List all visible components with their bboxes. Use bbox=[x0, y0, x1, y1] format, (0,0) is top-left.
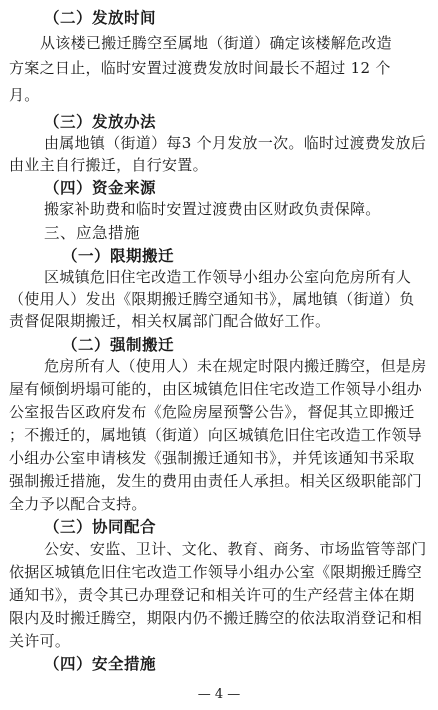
paragraph-line: 方案之日止，临时安置过渡费发放时间最长不超过 12 个 bbox=[9, 59, 391, 77]
page-number: — 4 — bbox=[197, 687, 241, 702]
paragraph-line: 屋有倾倒坍塌可能的，由区城镇危旧住宅改造工作领导小组办 bbox=[9, 380, 423, 398]
paragraph-line: （使用人）发出《限期搬迁腾空通知书》，属地镇（街道）负 bbox=[9, 290, 415, 308]
paragraph-line: 区城镇危旧住宅改造工作领导小组办公室向危房所有人 bbox=[44, 268, 412, 286]
section-title-distribution-method: （三）发放办法 bbox=[44, 112, 157, 131]
paragraph-line: 搬家补助费和临时安置过渡费由区财政负责保障。 bbox=[44, 200, 381, 218]
section-title-safety-measures: （四）安全措施 bbox=[44, 654, 157, 673]
paragraph-line: ；不搬迁的，属地镇（街道）向区城镇危旧住宅改造工作领导 bbox=[9, 426, 423, 444]
paragraph-line: 关许可。 bbox=[9, 632, 71, 650]
main-heading-emergency-measures: 三、应急措施 bbox=[44, 224, 141, 242]
paragraph-line: 通知书》，责令其已办理登记和相关许可的生产经营主体在期 bbox=[9, 586, 415, 604]
section-title-deadline-relocation: （一）限期搬迁 bbox=[62, 246, 175, 265]
paragraph-line: 责督促限期搬迁，相关权属部门配合做好工作。 bbox=[9, 312, 331, 330]
paragraph-line: 强制搬迁措施，发生的费用由责任人承担。相关区级职能部门 bbox=[9, 472, 423, 490]
paragraph-line: 公安、安监、卫计、文化、教育、商务、市场监管等部门 bbox=[44, 540, 427, 558]
paragraph-line: 月。 bbox=[9, 86, 40, 104]
paragraph-line: 全力予以配合支持。 bbox=[9, 495, 147, 513]
section-title-forced-relocation: （二）强制搬迁 bbox=[62, 335, 175, 354]
paragraph-line: 从该楼已搬迁腾空至属地（街道）确定该楼解危改造 bbox=[40, 34, 392, 52]
section-title-coordination: （三）协同配合 bbox=[44, 517, 157, 536]
section-title-funding-source: （四）资金来源 bbox=[44, 178, 157, 197]
paragraph-line: 公室报告区政府发布《危险房屋预警公告》，督促其立即搬迁 bbox=[9, 403, 415, 421]
paragraph-line: 限内及时搬迁腾空，期限内仍不搬迁腾空的依法取消登记和相 bbox=[9, 609, 423, 627]
section-title-distribution-time: （二）发放时间 bbox=[44, 8, 157, 27]
paragraph-line: 由业主自行搬迁，自行安置。 bbox=[9, 156, 208, 174]
paragraph-line: 小组办公室申请核发《强制搬迁通知书》，并凭该通知书采取 bbox=[9, 449, 415, 467]
paragraph-line: 由属地镇（街道）每3 个月发放一次。临时过渡费发放后 bbox=[44, 134, 427, 152]
paragraph-line: 依据区城镇危旧住宅改造工作领导小组办公室《限期搬迁腾空 bbox=[9, 563, 423, 581]
paragraph-line: 危房所有人（使用人）未在规定时限内搬迁腾空，但是房 bbox=[44, 357, 427, 375]
